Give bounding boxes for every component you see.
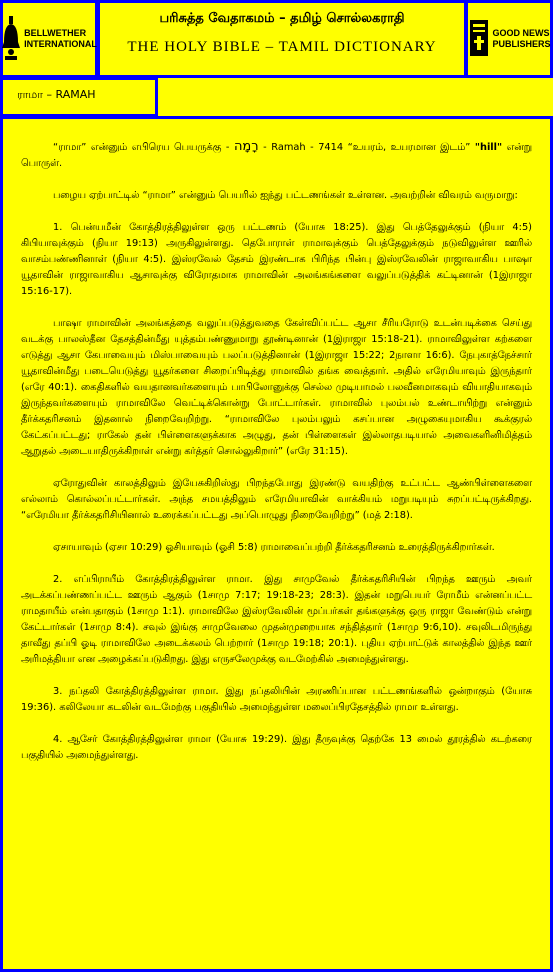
intro-post: “உயரம், உயரமான இடம்”	[347, 142, 475, 153]
intro-pre: “ராமா” என்னும் எபிரெய பெயருக்கு -	[53, 142, 234, 153]
left-logo-line-2: INTERNATIONAL	[24, 39, 97, 49]
paragraph: ஏரோதுவின் காலத்திலும் இயேசுகிறிஸ்து பிறந்தபோது இரண்டு வயதிற்கு உட்பட்ட ஆண்பிள்ளைகளை எல்லாம் கொல்லப்பட்டார்கள். அந்த சமயத்திலும் எரேமியாவின் வாக்கியம் மறுபடியும் சுறப்பட்டிருக்கிறது. “எரேமியா தீர்க்கதரிசியினால் உரைக்கப்பட்டது அப்பொழுது நிறைவேறிற்று” (மத் 2:18).	[21, 478, 532, 521]
paragraph: 3. நப்தலி கோத்திரத்திலுள்ள ராமா. இது நப்தலியின் அரணிப்பான பட்டணங்களில் ஒன்றாகும் (யோசு 19:36). கலிலேயா கடலின் வடமேற்கு பகுதியில் அமைந்துள்ள மலைப்பிரதேசத்தில் ராமா உள்ளது.	[21, 686, 532, 713]
hill-word: "hill"	[474, 142, 503, 153]
left-logo-line-1: BELLWETHER	[24, 28, 87, 38]
paragraph: 2. எப்பிராயீம் கோத்திரத்திலுள்ள ராமா. இது சாமுவேல் தீர்க்கதரிசியின் பிறந்த ஊரும் அவர் அடக்கப்பண்ணப்பட்ட ஊரும் ஆகும் (1சாமு 7:17; 19:18-23; 28:3). இதன் மறுபெயர் ரோமீம் என்னப்பட்ட ராமதாயீம் என்பதாகும் (1சாமு 1:1). ராமாவிலே இஸ்ரவேலின் மூப்பர்கள் தங்களுக்கு ஒரு ராஜா வேண்டும் என்று கேட்டார்கள் (1சாமு 8:4). சவுல் இங்கு சாமுவேலை முதன்முறையாக சந்தித்தார் (1சாமு 9:6,10). சவுலிடமிருந்து தாவீது தப்பி ஓடி ராமாவிலே அடைக்கலம் பெற்றார் (1சாமு 19:18; 20:1). புதிய ஏற்பாட்டுக் காலத்தில் இந்த ஊர் அரிமத்தியா என அழைக்கப்படுகிறது. இது எருசலேமுக்கு வடமேற்கில் அமைந்துள்ளது.	[21, 574, 532, 665]
bellwether-logo	[0, 0, 98, 78]
paragraph: 4. ஆசேர் கோத்திரத்திலுள்ள ராமா (யோசு 19:29). இது தீருவுக்கு தெற்கே 13 மைல் தூரத்தில் கடற்கரை பகுதியில் அமைந்துள்ளது.	[21, 734, 532, 761]
entry-content	[3, 119, 550, 764]
intro-paragraph	[21, 139, 532, 172]
entry-title: ராமா – RAMAH	[17, 88, 96, 101]
intro-end: என்று பொருள்.	[21, 142, 532, 169]
hebrew-word: רָמָה	[233, 139, 259, 154]
good-news-logo	[465, 0, 553, 78]
intro-mid: - Ramah - 7414	[258, 142, 348, 153]
paragraph: ஏசாயாவும் (ஏசா 10:29) ஓசியாவும் (ஓசி 5:8) ராமாவைப்பற்றி தீர்க்கதரிசனம் உரைத்திருக்கிறார்கள்.	[53, 542, 495, 553]
paragraph: 1. பென்யமீன் கோத்திரத்திலுள்ள ஒரு பட்டணம் (யோசு 18:25). இது பெத்தேலுக்கும் (நியா 4:5) கிபியாவுக்கும் (நியா 19:13) அருகிலுள்ளது. தெபோராள் ராமாவுக்கும் பெத்தேலுக்கும் நடுவிலுள்ள ஊரில் வாசம்பண்ணினாள் (நியா 4:5). இஸ்ரவேல் தேசம் இரண்டாக பிரிந்த பின்பு இஸ்ரவேலின் ராஜாவாகிய பாஷா யூதாவின் ராஜாவாகிய ஆசாவுக்கு விரோதமாக ராமாவின் அலங்கங்களை வலுப்படுத்திக் கட்டினான் (1இராஜா 15:16-17).	[21, 222, 532, 297]
english-title: THE HOLY BIBLE – TAMIL DICTIONARY	[127, 39, 437, 55]
bell-icon	[1, 16, 21, 62]
right-logo-line-2: PUBLISHERS	[492, 39, 551, 49]
entry-title-box	[0, 77, 158, 117]
tamil-title: பரிசுத்த வேதாகமம் – தமிழ் சொல்லகராதி	[159, 11, 405, 26]
header-title-box	[97, 0, 467, 78]
book-icon	[468, 16, 490, 62]
paragraph: பாஷா ராமாவின் அலங்கத்தை வலுப்படுத்துவதை கேள்விப்பட்ட ஆசா சீரியரோடு உடன்படிக்கை செய்து வடக்கு பாலஸ்தீன தேசத்தின்மீது யுத்தம்பண்ணுமாறு தூண்டினான் (1இராஜா 15:18-21). ராமாவிலுள்ள கற்களை எடுத்து ஆசா கேபாவையும் மிஸ்பாவையும் பலப்படுத்தினான் (1இராஜா 15:22; 2நாளா 16:6). நேபுகாத்நேச்சார் யூதாவின்மீது படையெடுத்து யூதர்களை சிறைப்பிடித்து ராமாவில் தங்க வைத்தார். அதில் எரேமியாவும் இருந்தார் (எரே 40:1). கைதிகளில் வயதானவர்களையும் பாபிலோனுக்கு செல்ல முடியாமல் பலவீனமாகவும் வியாதியாகவும் இருந்தவர்களையும் ராமாவிலே வெட்டிக்கொன்று போட்டார்கள். ராமாவில் புலம்பல் உண்டாயிற்று என்னும் தீர்க்கதரிசனம் இதனால் நிறைவேறிற்று. “ராமாவிலே புலம்பலும் கசப்பான அழுகையுமாகிய கூக்குரல் கேட்கப்பட்டது; ராகேல் தன் பிள்ளைகளுக்காக அழுது, தன் பிள்ளைகள் இல்லாதபடியால் அவைகளினிமித்தம் ஆறுதல் அடையாதிருக்கிறாள் என்று கர்த்தர் சொல்லுகிறார்” (எரே 31:15).	[21, 318, 532, 457]
right-logo-line-1: GOOD NEWS	[492, 28, 550, 38]
entry-body	[0, 116, 553, 972]
paragraph: பழைய ஏற்பாட்டில் “ராமா” என்னும் பெயரில் ஐந்து பட்டணங்கள் உள்ளன. அவற்றின் விவரம் வருமாறு:	[53, 190, 518, 201]
